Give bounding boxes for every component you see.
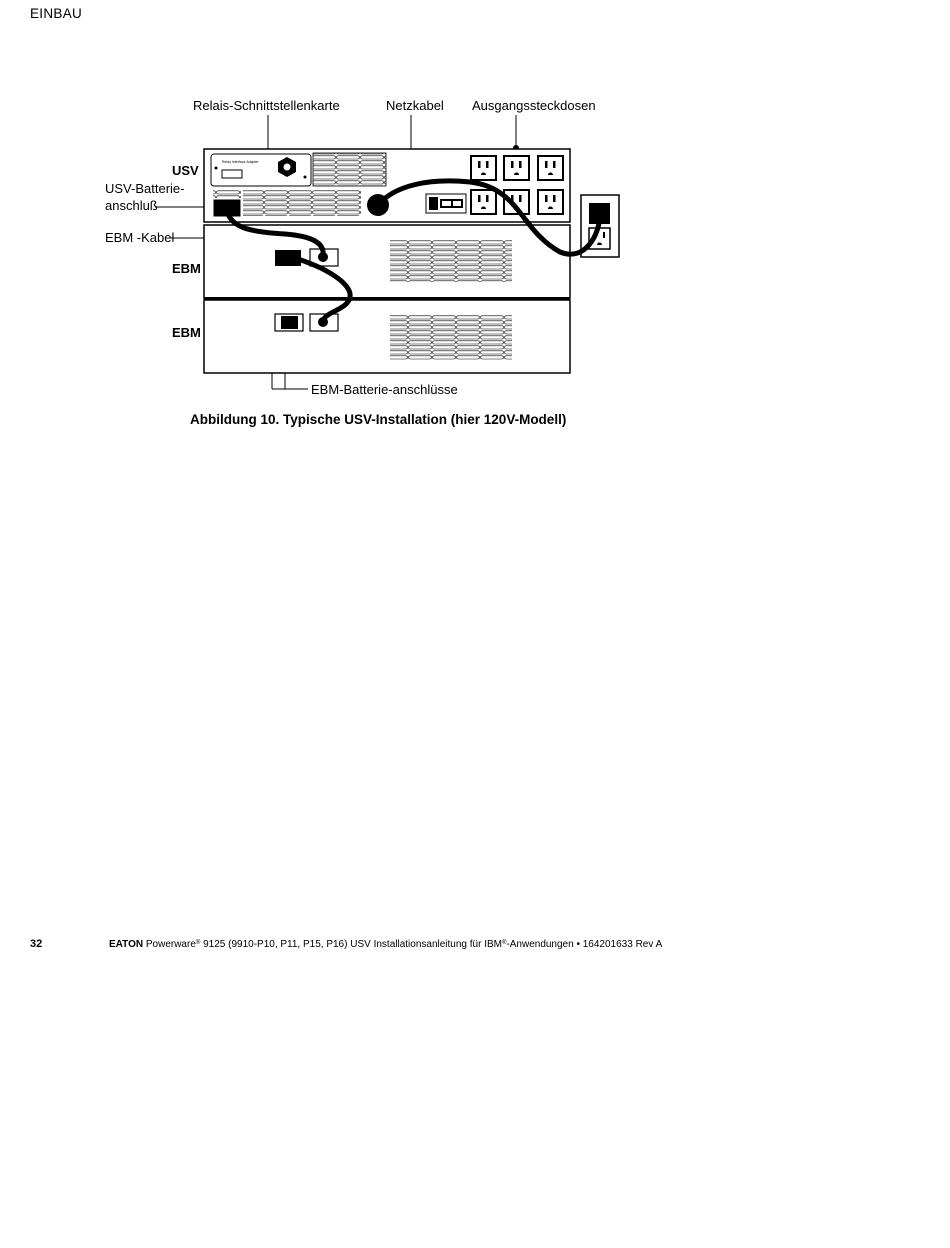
footer-reg: ® [195,940,201,946]
label-ebm-cable: EBM -Kabel [105,230,175,245]
ups-unit [204,149,570,222]
footer-product: Powerware [145,939,196,950]
ebm-unit-2 [204,300,570,373]
page-number: 32 [30,938,43,950]
footer-brand: EATON [109,939,144,950]
figure-caption: Abbildung 10. Typische USV-Installation (hier 120V-Modell) [190,412,567,427]
label-ups-battery-line2: anschluß [105,198,158,213]
ebm-unit-1 [204,225,570,298]
svg-text:Relay Interface Adapter: Relay Interface Adapter [222,160,259,164]
label-ebm-battery-connectors: EBM-Batterie-anschlüsse [311,382,458,397]
footer-reg2: ® [501,940,507,946]
label-ups: USV [172,163,199,178]
label-output-receptacles: Ausgangssteckdosen [472,98,596,113]
label-ebm-2: EBM [172,325,201,340]
footer-text [109,939,662,950]
ups-installation-figure [0,0,950,440]
section-header: EINBAU [30,6,83,21]
label-ups-battery-line1: USV-Batterie- [105,181,185,196]
label-relay-card: Relais-Schnittstellenkarte [193,98,340,113]
label-ebm-1: EBM [172,261,201,276]
footer-text-part1: 9125 (9910-P10, P11, P15, P16) USV Installationsanleitung für IBM [200,939,502,950]
label-power-cord: Netzkabel [386,98,444,113]
footer-text-part2: -Anwendungen • 164201633 Rev A [506,939,663,950]
